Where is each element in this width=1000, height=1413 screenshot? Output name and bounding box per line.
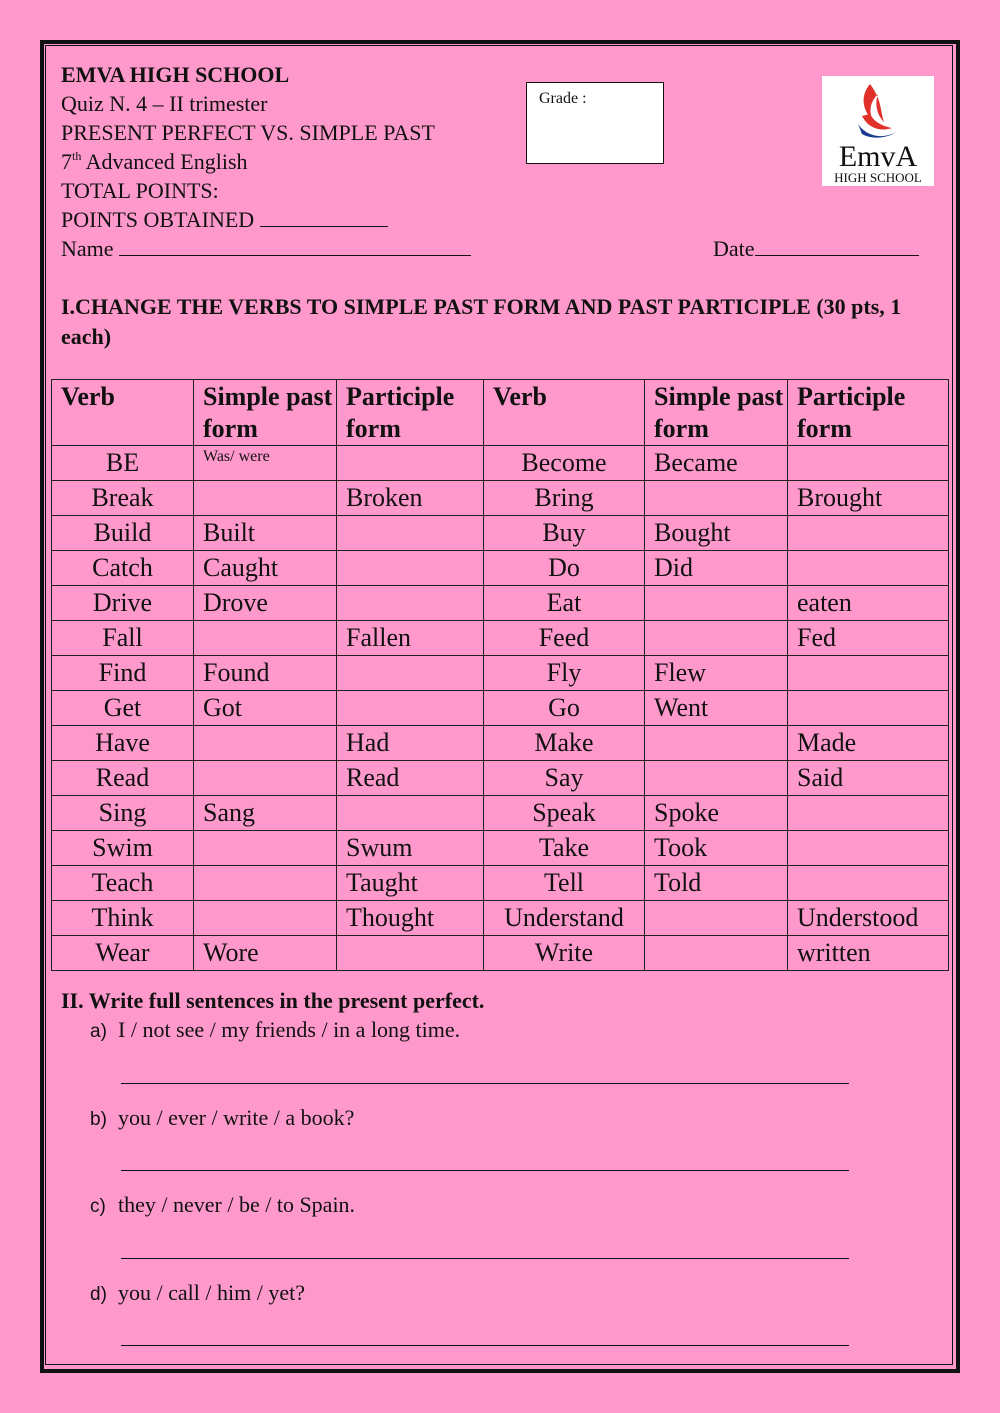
answer-line[interactable] (121, 1258, 849, 1259)
exercise-item-label: a) (90, 1021, 107, 1042)
verb-cell: Tell (484, 866, 645, 901)
answer-cell[interactable] (337, 446, 484, 481)
verb-cell: Take (484, 831, 645, 866)
answer-cell[interactable] (337, 551, 484, 586)
grade-level-suffix: th (72, 149, 82, 163)
answer-cell[interactable] (194, 831, 337, 866)
form-cell: Broken (337, 481, 484, 516)
verb-cell: Sing (52, 796, 194, 831)
exercise-item (90, 1103, 850, 1135)
table-row (52, 621, 949, 656)
form-cell: Thought (337, 901, 484, 936)
table-row (52, 796, 949, 831)
answer-cell[interactable] (337, 516, 484, 551)
form-cell: Built (194, 516, 337, 551)
exercise-item-prompt: they / never / be / to Spain. (118, 1192, 356, 1217)
verb-cell: Teach (52, 866, 194, 901)
verb-table-body (52, 446, 949, 971)
verb-cell: Find (52, 656, 194, 691)
verb-table (51, 379, 949, 971)
exercise-item-label: d) (90, 1284, 107, 1305)
school-name: EMVA HIGH SCHOOL (61, 62, 290, 87)
verb-cell: Understand (484, 901, 645, 936)
quiz-topic: PRESENT PERFECT VS. SIMPLE PAST (61, 120, 435, 145)
answer-cell[interactable] (337, 586, 484, 621)
answer-cell[interactable] (337, 936, 484, 971)
answer-cell[interactable] (645, 726, 788, 761)
answer-cell[interactable] (194, 761, 337, 796)
name-label: Name (61, 236, 120, 261)
exercise-item (90, 1190, 850, 1222)
logo-flame-red-2 (862, 114, 892, 130)
points-obtained-label: POINTS OBTAINED (61, 207, 260, 232)
answer-cell[interactable] (337, 691, 484, 726)
verb-cell: Go (484, 691, 645, 726)
form-cell: Drove (194, 586, 337, 621)
answer-cell[interactable] (788, 516, 949, 551)
verb-cell: Do (484, 551, 645, 586)
column-header: Participle form (337, 380, 484, 446)
verb-cell: Fall (52, 621, 194, 656)
answer-cell[interactable] (194, 621, 337, 656)
verb-cell: Wear (52, 936, 194, 971)
table-row (52, 901, 949, 936)
table-row (52, 831, 949, 866)
form-cell: Took (645, 831, 788, 866)
school-logo (822, 76, 934, 186)
form-cell: Became (645, 446, 788, 481)
grade-box[interactable] (526, 82, 664, 164)
answer-line[interactable] (121, 1345, 849, 1346)
verb-cell: Eat (484, 586, 645, 621)
table-row (52, 726, 949, 761)
answer-cell[interactable] (337, 656, 484, 691)
form-cell: Did (645, 551, 788, 586)
answer-cell[interactable] (788, 866, 949, 901)
answer-cell[interactable] (645, 936, 788, 971)
table-row (52, 446, 949, 481)
form-cell: Swum (337, 831, 484, 866)
answer-cell[interactable] (645, 586, 788, 621)
form-cell: eaten (788, 586, 949, 621)
name-row (61, 234, 761, 263)
answer-cell[interactable] (788, 831, 949, 866)
exercise-item (90, 1278, 850, 1310)
verb-cell: Bring (484, 481, 645, 516)
grade-level-number: 7 (61, 149, 72, 174)
total-points: TOTAL POINTS: (61, 178, 219, 203)
table-row (52, 586, 949, 621)
answer-cell[interactable] (645, 761, 788, 796)
answer-cell[interactable] (788, 551, 949, 586)
table-row (52, 866, 949, 901)
form-cell: Was/ were (194, 446, 337, 481)
date-label: Date (713, 236, 755, 261)
form-cell: Had (337, 726, 484, 761)
form-cell: Brought (788, 481, 949, 516)
form-cell: written (788, 936, 949, 971)
answer-cell[interactable] (645, 481, 788, 516)
table-row (52, 656, 949, 691)
form-cell: Flew (645, 656, 788, 691)
column-header: Simple past form (194, 380, 337, 446)
answer-cell[interactable] (645, 621, 788, 656)
verb-cell: Break (52, 481, 194, 516)
form-cell: Bought (645, 516, 788, 551)
answer-line[interactable] (121, 1170, 849, 1171)
grade-level-course: Advanced English (81, 149, 248, 174)
answer-cell[interactable] (788, 796, 949, 831)
answer-cell[interactable] (194, 866, 337, 901)
logo-graphic (822, 76, 934, 186)
answer-cell[interactable] (337, 796, 484, 831)
exercise-item-label: c) (90, 1196, 106, 1217)
table-row (52, 761, 949, 796)
column-header: Verb (52, 380, 194, 446)
grade-label: Grade : (539, 90, 587, 107)
logo-text-sub: HIGH SCHOOL (834, 170, 922, 185)
verb-cell: Say (484, 761, 645, 796)
verb-cell: Speak (484, 796, 645, 831)
exercise-item-label: b) (90, 1109, 107, 1130)
answer-cell[interactable] (194, 726, 337, 761)
table-row (52, 516, 949, 551)
form-cell: Got (194, 691, 337, 726)
points-obtained-row (61, 205, 761, 234)
form-cell: Made (788, 726, 949, 761)
form-cell: Sang (194, 796, 337, 831)
verb-cell: Make (484, 726, 645, 761)
form-cell: Found (194, 656, 337, 691)
form-cell: Understood (788, 901, 949, 936)
answer-cell[interactable] (788, 446, 949, 481)
table-row (52, 691, 949, 726)
verb-cell: Think (52, 901, 194, 936)
form-cell: Fed (788, 621, 949, 656)
form-cell: Caught (194, 551, 337, 586)
table-row (52, 551, 949, 586)
form-cell: Taught (337, 866, 484, 901)
verb-cell: Fly (484, 656, 645, 691)
answer-line[interactable] (121, 1083, 849, 1084)
answer-cell[interactable] (194, 901, 337, 936)
table-row (52, 936, 949, 971)
exercise-item (90, 1015, 850, 1047)
form-cell: Went (645, 691, 788, 726)
exercise-item-prompt: you / ever / write / a book? (118, 1105, 355, 1130)
date-row (713, 234, 919, 263)
verb-cell: Feed (484, 621, 645, 656)
form-cell: Told (645, 866, 788, 901)
verb-cell: Get (52, 691, 194, 726)
verb-cell: Drive (52, 586, 194, 621)
section-2-title: II. Write full sentences in the present perfect. (61, 988, 485, 1013)
answer-cell[interactable] (788, 656, 949, 691)
form-cell: Spoke (645, 796, 788, 831)
points-obtained-blank[interactable] (260, 208, 388, 227)
form-cell: Wore (194, 936, 337, 971)
form-cell: Said (788, 761, 949, 796)
exercise-item-prompt: I / not see / my friends / in a long time. (118, 1017, 461, 1042)
verb-table-header-row (52, 380, 949, 446)
logo-text-main: EmvA (838, 140, 918, 173)
verb-cell: Build (52, 516, 194, 551)
answer-cell[interactable] (788, 691, 949, 726)
verb-cell: BE (52, 446, 194, 481)
section-2 (61, 986, 921, 1016)
table-row (52, 481, 949, 516)
column-header: Verb (484, 380, 645, 446)
section-1-title: I.CHANGE THE VERBS TO SIMPLE PAST FORM AND PAST PARTICIPLE (30 pts, 1 each) (61, 294, 902, 349)
verb-cell: Write (484, 936, 645, 971)
answer-cell[interactable] (194, 481, 337, 516)
name-blank[interactable] (119, 237, 471, 256)
verb-cell: Have (52, 726, 194, 761)
column-header: Simple past form (645, 380, 788, 446)
answer-cell[interactable] (645, 901, 788, 936)
verb-cell: Swim (52, 831, 194, 866)
column-header: Participle form (788, 380, 949, 446)
verb-cell: Buy (484, 516, 645, 551)
form-cell: Read (337, 761, 484, 796)
verb-cell: Catch (52, 551, 194, 586)
date-blank[interactable] (755, 237, 919, 256)
form-cell: Fallen (337, 621, 484, 656)
quiz-number: Quiz N. 4 – II trimester (61, 91, 268, 116)
exercise-item-prompt: you / call / him / yet? (118, 1280, 305, 1305)
verb-cell: Read (52, 761, 194, 796)
verb-cell: Become (484, 446, 645, 481)
